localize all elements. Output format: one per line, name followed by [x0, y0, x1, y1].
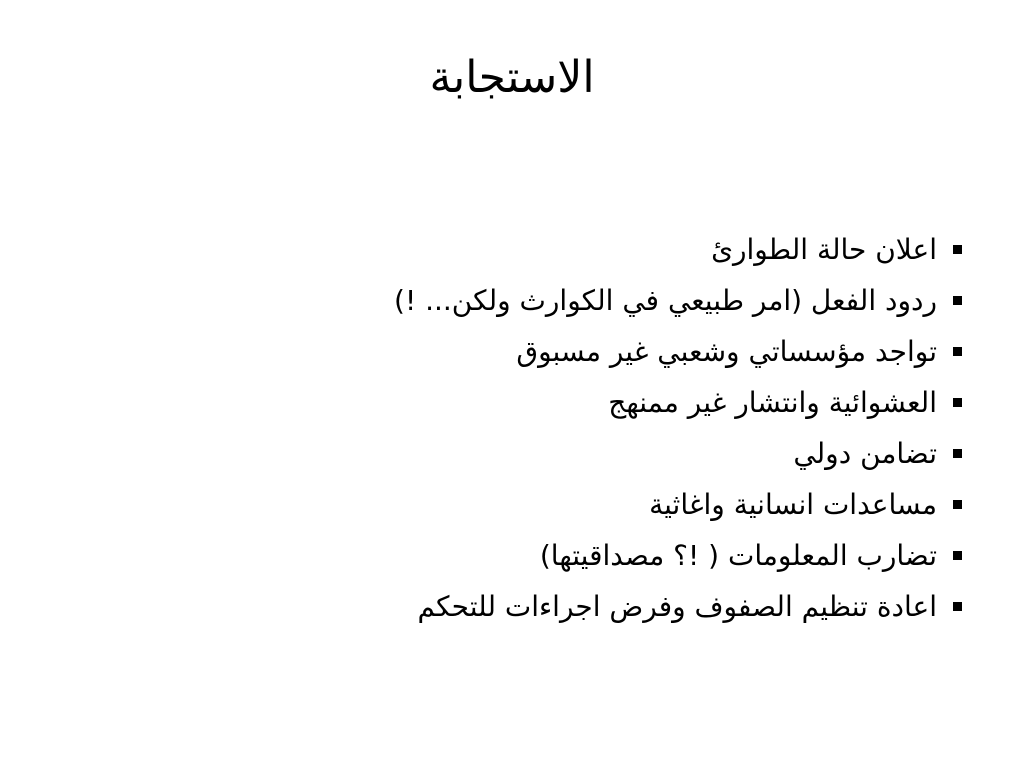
- list-item: [82, 326, 962, 377]
- list-item: [82, 530, 962, 581]
- bullet-text: تضامن دولي: [793, 437, 937, 470]
- bullet-text: ردود الفعل (امر طبيعي في الكوارث ولكن... !): [394, 284, 937, 317]
- square-bullet-icon: [953, 551, 962, 560]
- bullet-text: مساعدات انسانية واغاثية: [649, 488, 937, 521]
- bullet-text: اعلان حالة الطوارئ: [711, 233, 937, 266]
- bullet-text: العشوائية وانتشار غير ممنهج: [608, 386, 937, 419]
- square-bullet-icon: [953, 500, 962, 509]
- list-item: [82, 377, 962, 428]
- square-bullet-icon: [953, 449, 962, 458]
- square-bullet-icon: [953, 245, 962, 254]
- square-bullet-icon: [953, 602, 962, 611]
- list-item: [82, 581, 962, 632]
- bullet-text: اعادة تنظيم الصفوف وفرض اجراءات للتحكم: [417, 590, 937, 623]
- bullet-list: [82, 224, 962, 632]
- list-item: [82, 275, 962, 326]
- slide-title: الاستجابة: [429, 52, 595, 103]
- list-item: [82, 428, 962, 479]
- square-bullet-icon: [953, 398, 962, 407]
- list-item: [82, 479, 962, 530]
- list-item: [82, 224, 962, 275]
- bullet-text: تضارب المعلومات ( !؟ مصداقيتها): [539, 539, 937, 572]
- bullet-text: تواجد مؤسساتي وشعبي غير مسبوق: [516, 335, 937, 368]
- square-bullet-icon: [953, 347, 962, 356]
- square-bullet-icon: [953, 296, 962, 305]
